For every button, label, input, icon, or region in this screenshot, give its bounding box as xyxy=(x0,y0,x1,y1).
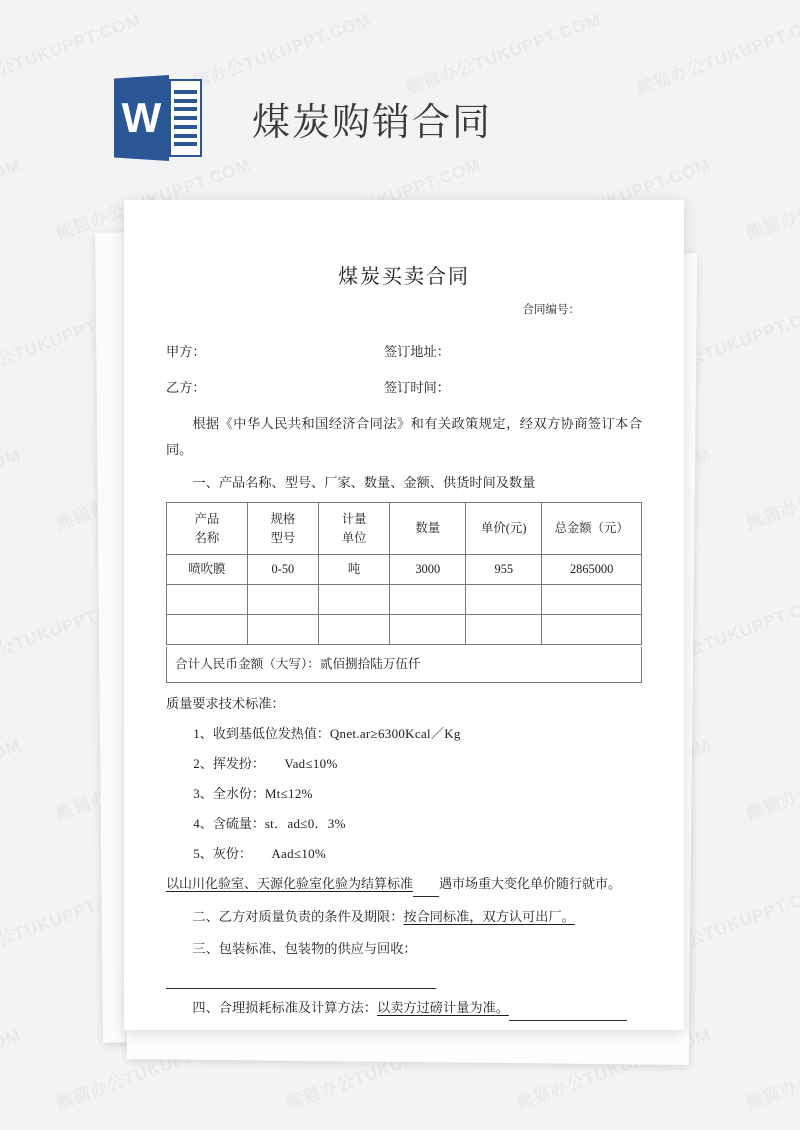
watermark-text xyxy=(742,1021,800,1115)
clause-two-no: 二、 xyxy=(192,908,219,924)
quality-item-1-value: Qnet.ar≥6300Kcal／Kg xyxy=(329,725,461,741)
contract-title: 煤炭买卖合同 xyxy=(338,266,470,288)
cell-unit-price xyxy=(466,585,542,615)
clause-two xyxy=(166,903,642,930)
sign-address-label: 签订地址： xyxy=(384,344,450,360)
cell-unit xyxy=(319,615,390,645)
quality-item-2-label: 挥发扮： xyxy=(212,755,265,771)
watermark-text xyxy=(0,731,24,825)
total-amount-value: 贰佰捌拾陆万伍仟 xyxy=(319,657,421,672)
watermark-text xyxy=(742,151,800,245)
word-icon-lines xyxy=(169,79,202,157)
header-quantity: 数量 xyxy=(390,503,466,555)
clause-two-label: 乙方对质量负责的条件及期限： xyxy=(218,908,404,924)
party-a-row xyxy=(166,339,642,365)
watermark-text xyxy=(0,151,24,245)
party-a-label: 甲方： xyxy=(166,344,206,360)
contract-number-label: 合同编号： xyxy=(522,304,580,316)
header-product-name xyxy=(167,503,248,555)
clause-four-no: 四、 xyxy=(192,999,219,1015)
cell-unit: 吨 xyxy=(319,555,390,585)
quality-item-4 xyxy=(166,811,642,837)
product-table-header xyxy=(167,503,642,555)
clause-four-blank xyxy=(509,1008,627,1021)
quality-item-5-value: Aad≤10% xyxy=(271,845,327,861)
word-icon-letter: W xyxy=(121,94,162,141)
total-amount-label: 合计人民币金额（大写）： xyxy=(175,657,320,672)
quality-item-5-label: 灰份： xyxy=(212,845,252,861)
quality-item-2-value: Vad≤10% xyxy=(284,755,338,771)
quality-item-4-no: 4、 xyxy=(193,815,213,831)
intro-paragraph: 根据《中华人民共和国经济合同法》和有关政策规定，经双方协商签订本合同。 xyxy=(166,415,642,458)
product-table-body xyxy=(167,555,642,645)
cell-product-name xyxy=(167,585,248,615)
cell-product-name xyxy=(167,615,248,645)
cell-unit xyxy=(319,585,390,615)
cell-total-amount: 2865000 xyxy=(542,555,642,585)
header-total-amount: 总金额（元） xyxy=(542,503,642,555)
party-b-row xyxy=(166,375,642,401)
sign-time-label: 签订时间： xyxy=(384,380,450,396)
settlement-blank xyxy=(413,884,439,897)
quality-item-5 xyxy=(166,841,642,867)
quality-item-3-label: 全水份： xyxy=(212,785,265,801)
cell-quantity: 3000 xyxy=(390,555,466,585)
page-title: 煤炭购销合同 xyxy=(252,101,493,144)
word-document-icon xyxy=(112,72,204,164)
cell-spec xyxy=(247,585,318,615)
clause-three-label: 包装标准、包装物的供应与回收： xyxy=(218,940,417,956)
table-row xyxy=(167,555,642,585)
quality-standards-heading: 质量要求技术标准： xyxy=(166,695,285,711)
quality-item-3 xyxy=(166,781,642,807)
header-product-name-line2: 名称 xyxy=(194,530,220,545)
quality-item-4-label: 含硫量： xyxy=(212,815,265,831)
page-header xyxy=(112,70,492,166)
header-unit xyxy=(319,503,390,555)
cell-quantity xyxy=(390,585,466,615)
cell-total-amount xyxy=(542,585,642,615)
section-one-heading: 一、产品名称、型号、厂家、数量、金额、供货时间及数量 xyxy=(192,474,536,490)
product-table xyxy=(166,502,642,645)
quality-item-1-label: 收到基低位发热值： xyxy=(212,725,330,741)
clause-four xyxy=(166,994,642,1021)
header-unit-line2: 单位 xyxy=(341,530,367,545)
clause-three-no: 三、 xyxy=(192,940,219,956)
cell-spec xyxy=(247,615,318,645)
watermark-text xyxy=(742,441,800,535)
cell-product-name: 喷吹膜 xyxy=(167,555,248,585)
clause-three xyxy=(166,935,642,989)
clause-two-value: 按合同标准，双方认可出厂 xyxy=(403,908,562,924)
clause-three-blank xyxy=(166,976,436,989)
watermark-text xyxy=(632,6,800,100)
clause-four-value: 以卖方过磅计量为准 xyxy=(377,999,496,1015)
header-spec-line1: 规格 xyxy=(270,511,296,526)
quality-item-3-value: Mt≤12% xyxy=(264,785,313,801)
settlement-standard-underlined: 以山川化验室、天源化验室化验为结算标准 xyxy=(166,875,414,891)
clause-four-label: 合理损耗标准及计算方法： xyxy=(218,999,378,1015)
clause-two-tail: 。 xyxy=(561,908,575,924)
header-unit-line1: 计量 xyxy=(341,511,367,526)
settlement-standard-rest: 遇市场重大变化单价随行就市。 xyxy=(439,875,622,891)
table-row xyxy=(167,615,642,645)
quality-item-1-no: 1、 xyxy=(193,725,213,741)
watermark-text xyxy=(742,731,800,825)
watermark-text xyxy=(0,1021,24,1115)
party-b-label: 乙方： xyxy=(166,380,206,396)
quality-item-5-no: 5、 xyxy=(193,845,213,861)
cell-spec: 0-50 xyxy=(247,555,318,585)
document-page[interactable] xyxy=(124,200,684,1030)
header-product-name-line1: 产品 xyxy=(194,511,220,526)
table-header-row xyxy=(167,503,642,555)
quality-item-2-no: 2、 xyxy=(193,755,213,771)
cell-quantity xyxy=(390,615,466,645)
clause-four-tail: 。 xyxy=(495,999,509,1015)
quality-item-3-no: 3、 xyxy=(193,785,213,801)
watermark-text xyxy=(0,441,24,535)
header-spec xyxy=(247,503,318,555)
total-amount-table xyxy=(166,647,642,683)
cell-total-amount xyxy=(542,615,642,645)
total-amount-cell xyxy=(167,647,642,682)
quality-item-2 xyxy=(166,751,642,777)
header-unit-price: 单价(元) xyxy=(466,503,542,555)
total-amount-row xyxy=(167,647,642,682)
settlement-standard-line xyxy=(166,871,642,897)
quality-item-4-value: st．ad≤0．3% xyxy=(264,815,346,831)
cell-unit-price: 955 xyxy=(466,555,542,585)
quality-item-1 xyxy=(166,721,642,747)
table-row xyxy=(167,585,642,615)
cell-unit-price xyxy=(466,615,542,645)
header-spec-line2: 型号 xyxy=(270,530,296,545)
